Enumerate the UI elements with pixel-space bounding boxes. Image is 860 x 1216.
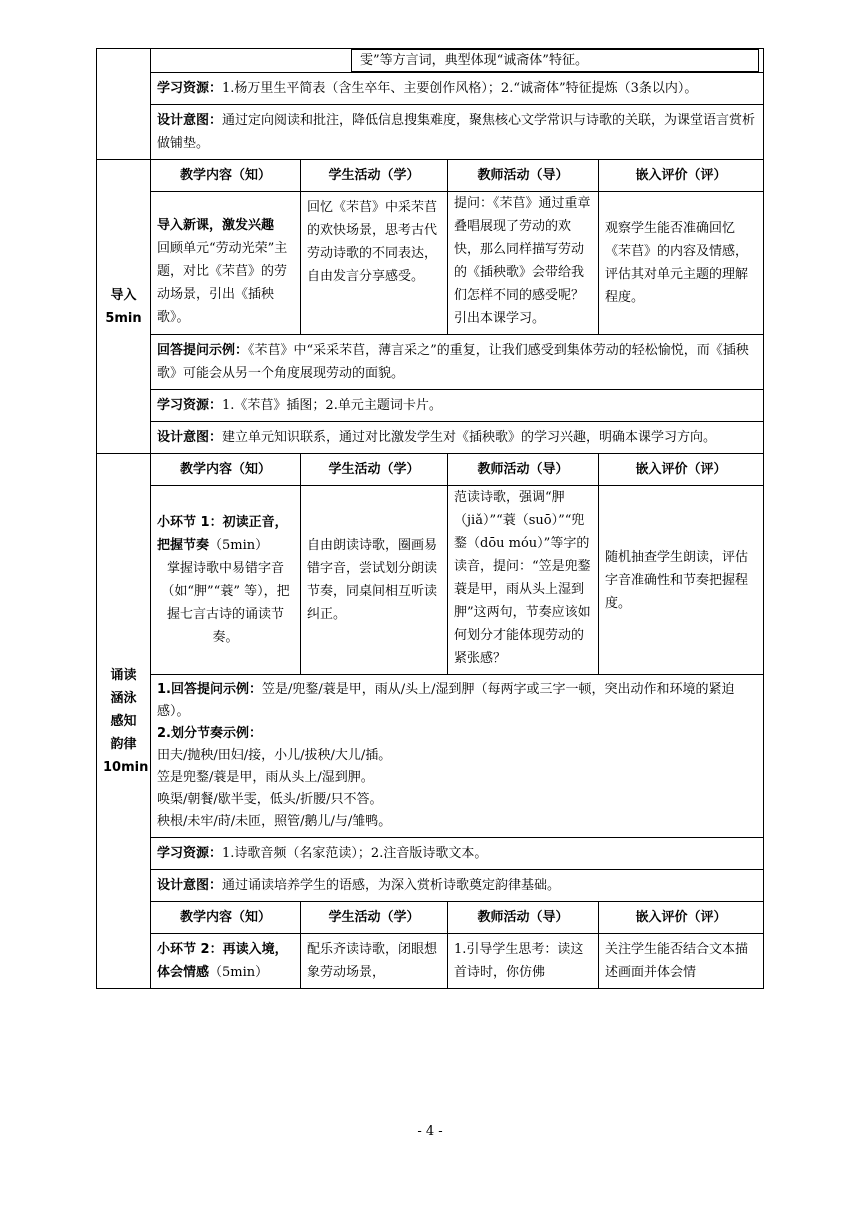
continued-inner-box [351,49,759,72]
intro-resources-row [97,390,764,422]
intro-teacher-cell [448,192,599,335]
intro-header-row [97,160,764,192]
header-content: 教学内容（知） [151,160,301,192]
reading-design-row [97,870,764,902]
header-student: 学生活动（学） [301,160,448,192]
intro-answer-text: 《芣苢》中“采采芣苢，薄言采之”的重复，让我们感受到集体劳动的轻松愉悦，而《插秧歌》可能会从另一个角度展现劳动的面貌。 [157,343,749,381]
reading-stage-time: 10min [103,759,149,775]
header-content: 教学内容（知） [151,902,301,934]
reading-answer1-text: 笠是/兜鍪/蓑是甲，雨从/头上/湿到胛（每两字或三字一顿，突出动作和环境的紧迫感）。 [157,682,735,719]
intro-answer-row [97,335,764,390]
intro-design-row [97,422,764,454]
intro-teacher-lead: 引出本课学习。 [454,311,546,326]
intro-student-text: 回忆《芣苢》中采芣苢的欢快场景，思考古代劳动诗歌的不同表达，自由发言分享感受。 [307,200,438,284]
header-teacher: 教师活动（导） [448,902,599,934]
intro-design-text: 建立单元知识联系，通过对比激发学生对《插秧歌》的学习兴趣，明确本课学习方向。 [222,430,717,445]
reading-content-title: 小环节 1：初读正音，把握节奏 [157,515,288,553]
intro-content-title: 导入新课，激发兴趣 [157,218,275,233]
continued-cell [151,49,764,73]
reading-resources-text: 1.诗歌音频（名家范读）；2.注音版诗歌文本。 [222,846,488,861]
reading-sub2-header-row [97,902,764,934]
top-design-cell [151,105,764,160]
continued-text: 雯”等方言词，典型体现“诚斋体”特征。 [360,53,588,68]
reading-stage-line: 诵读 [110,667,137,683]
sub2-content-title: 小环节 2：再读入境，体会情感 [157,942,288,980]
reading-stage-line: 感知 [110,713,137,729]
reading-design-text: 通过诵读培养学生的语感，为深入赏析诗歌奠定韵律基础。 [222,878,561,893]
reading-stage-line: 韵律 [110,736,137,752]
reading-stage-line: 涵泳 [110,690,137,706]
sub2-content-cell [151,934,301,989]
reading-teacher-text: 范读诗歌，强调“胛（jiǎ）”“蓑（suō）”“兜鍪（dōu móu）”等字的读音，提问：“笠是兜鍪蓑是甲，雨从头上湿到胛”这两句，节奏应该如何划分才能体现劳动的紧张感？ [454,490,591,666]
page-number: - 4 - [417,1124,443,1139]
header-teacher: 教师活动（导） [448,454,599,486]
header-student: 学生活动（学） [301,902,448,934]
reading-design-label: 设计意图： [157,878,223,893]
top-resources-row [97,73,764,105]
intro-teacher-question: 提问：《芣苢》通过重章叠唱展现了劳动的欢快，那么同样描写劳动的《插秧歌》会带给我们怎样不同的感受呢？ [454,196,591,303]
sub2-teacher-text: 1.引导学生思考：读这首诗时，你仿佛 [454,942,584,980]
header-teacher: 教师活动（导） [448,160,599,192]
reading-evaluation-cell [599,486,764,675]
lesson-plan-page [96,48,763,989]
intro-resources-cell [151,390,764,422]
intro-content-text: 回顾单元“劳动光荣”主题，对比《芣苢》的劳动场景，引出《插秧歌》。 [157,241,288,325]
intro-activity-row [97,192,764,335]
reading-content-cell [151,486,301,675]
design-label: 设计意图： [157,113,223,128]
design-text: 通过定向阅读和批注，降低信息搜集难度，聚焦核心文学常识与诗歌的关联，为课堂语言赏析做铺垫。 [157,113,756,151]
header-evaluation: 嵌入评价（评） [599,160,764,192]
reading-design-cell [151,870,764,902]
top-resources-cell [151,73,764,105]
continued-stage-cell [97,49,151,160]
rhythm-line: 田夫/抛秧/田妇/接，小儿/拔秧/大儿/插。 [157,748,392,763]
header-evaluation: 嵌入评价（评） [599,902,764,934]
reading-resources-row [97,838,764,870]
sub2-student-text: 配乐齐读诗歌，闭眼想象劳动场景， [307,942,438,980]
reading-resources-label: 学习资源： [157,846,223,861]
reading-activity-row [97,486,764,675]
intro-stage-name: 导入 [110,287,137,303]
sub2-teacher-cell [448,934,599,989]
resources-label: 学习资源： [157,81,223,96]
intro-answer-cell [151,335,764,390]
intro-design-cell [151,422,764,454]
intro-evaluation-text: 观察学生能否准确回忆《芣苢》的内容及情感，评估其对单元主题的理解程度。 [605,221,749,305]
reading-stage-cell [97,454,151,989]
top-design-row [97,105,764,160]
intro-stage-time: 5min [105,310,142,326]
reading-answer2-label: 2.划分节奏示例： [157,726,262,741]
lesson-plan-table [96,48,764,989]
reading-answer-cell [151,675,764,838]
rhythm-line: 唤渠/朝餐/歇半雯，低头/折腰/只不答。 [157,792,383,807]
rhythm-line: 秧根/未牢/莳/未匝，照管/鹅儿/与/雏鸭。 [157,814,392,829]
reading-sub2-row [97,934,764,989]
continued-row [97,49,764,73]
reading-answer1-label: 1.回答提问示例： [157,682,262,697]
intro-evaluation-cell [599,192,764,335]
reading-teacher-cell [448,486,599,675]
rhythm-line: 笠是兜鍪/蓑是甲，雨从头上/湿到胛。 [157,770,374,785]
intro-answer-label: 回答提问示例： [157,343,249,358]
intro-design-label: 设计意图： [157,430,223,445]
reading-content-time: （5min） [209,538,269,553]
sub2-evaluation-text: 关注学生能否结合文本描述画面并体会情 [605,942,749,980]
sub2-evaluation-cell [599,934,764,989]
header-student: 学生活动（学） [301,454,448,486]
intro-stage-cell [97,160,151,454]
sub2-student-cell [301,934,448,989]
intro-resources-label: 学习资源： [157,398,223,413]
reading-student-text: 自由朗读诗歌，圈画易错字音，尝试划分朗读节奏，同桌间相互听读纠正。 [307,538,438,622]
reading-content-text: 掌握诗歌中易错字音（如“胛”“蓑” 等），把握七言古诗的诵读节奏。 [161,561,290,645]
header-content: 教学内容（知） [151,454,301,486]
resources-text: 1.杨万里生平简表（含生卒年、主要创作风格）；2.“诚斋体”特征提炼（3条以内）。 [222,81,698,96]
reading-header-row [97,454,764,486]
sub2-content-time: （5min） [209,965,269,980]
reading-answer-row [97,675,764,838]
reading-student-cell [301,486,448,675]
intro-student-cell [301,192,448,335]
intro-resources-text: 1.《芣苢》插图；2.单元主题词卡片。 [222,398,442,413]
reading-resources-cell [151,838,764,870]
reading-evaluation-text: 随机抽查学生朗读，评估字音准确性和节奏把握程度。 [605,549,749,611]
header-evaluation: 嵌入评价（评） [599,454,764,486]
intro-content-cell [151,192,301,335]
